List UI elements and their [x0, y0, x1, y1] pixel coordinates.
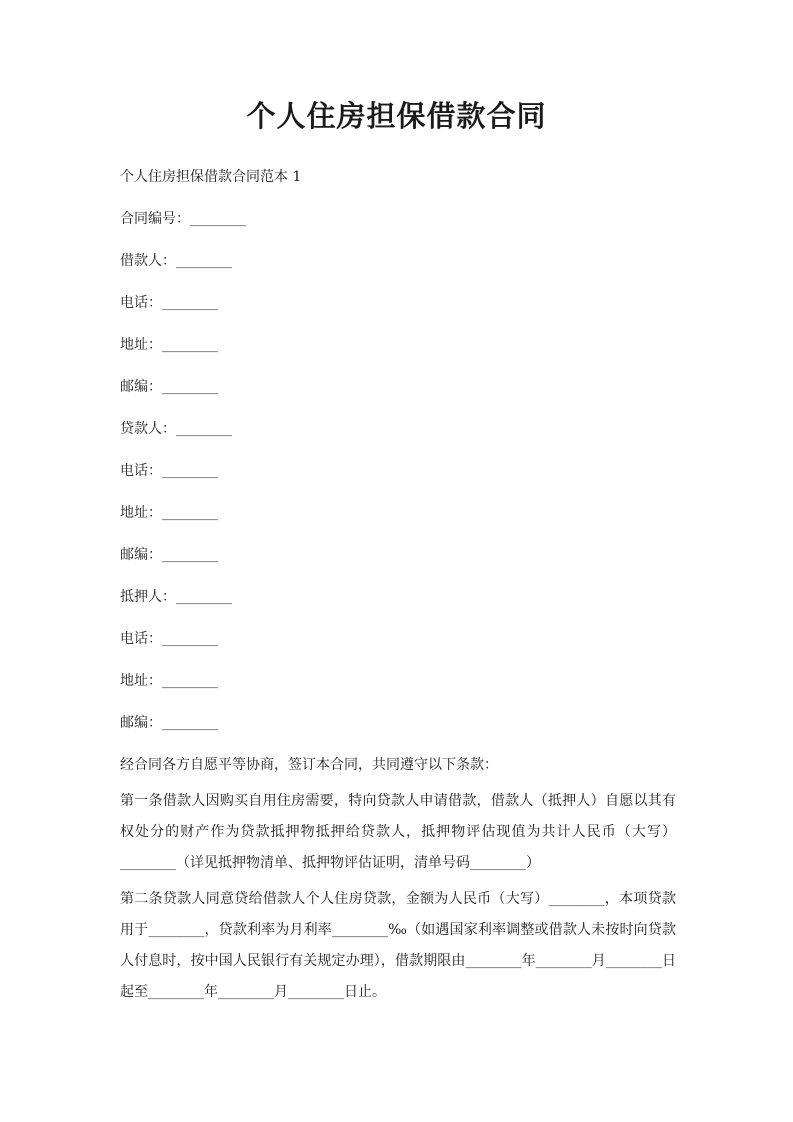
- field-lender-postcode: 邮编：________: [120, 547, 218, 563]
- field-borrower-postcode: 邮编：________: [120, 379, 218, 395]
- field-mortgagor-postcode: 邮编：________: [120, 715, 218, 731]
- field-lender: 贷款人：________: [120, 421, 232, 437]
- document-subtitle: 个人住房担保借款合同范本 1: [120, 169, 302, 185]
- field-lender-phone: 电话：________: [120, 463, 218, 479]
- clause-1: 第一条借款人因购买自用住房需要，特向贷款人申请借款，借款人（抵押人）自愿以其有权处分的财产作为贷款抵押物抵押给贷款人，抵押物评估现值为共计人民币（大写）________（详见抵押物清单、抵押物评估证明，清单号码________）: [120, 793, 676, 871]
- field-mortgagor: 抵押人：________: [120, 589, 232, 605]
- field-mortgagor-phone: 电话：________: [120, 631, 218, 647]
- field-contract-number: 合同编号：________: [120, 211, 246, 227]
- clause-2: 第二条贷款人同意贷给借款人个人住房贷款，金额为人民币（大写）________，本项贷款用于________，贷款利率为月利率________‰（如遇国家利率调整或借款人未按时向贷款人付息时，按中国人民银行有关规定办理），借款期限由________年________月________日起至________年________月________日止。: [120, 891, 676, 1000]
- field-mortgagor-address: 地址：________: [120, 673, 218, 689]
- field-borrower-address: 地址：________: [120, 337, 218, 353]
- field-borrower-phone: 电话：________: [120, 295, 218, 311]
- field-borrower: 借款人：________: [120, 253, 232, 269]
- intro-paragraph: 经合同各方自愿平等协商，签订本合同，共同遵守以下条款：: [120, 757, 498, 773]
- field-lender-address: 地址：________: [120, 505, 218, 521]
- document-title: 个人住房担保借款合同: [246, 99, 547, 133]
